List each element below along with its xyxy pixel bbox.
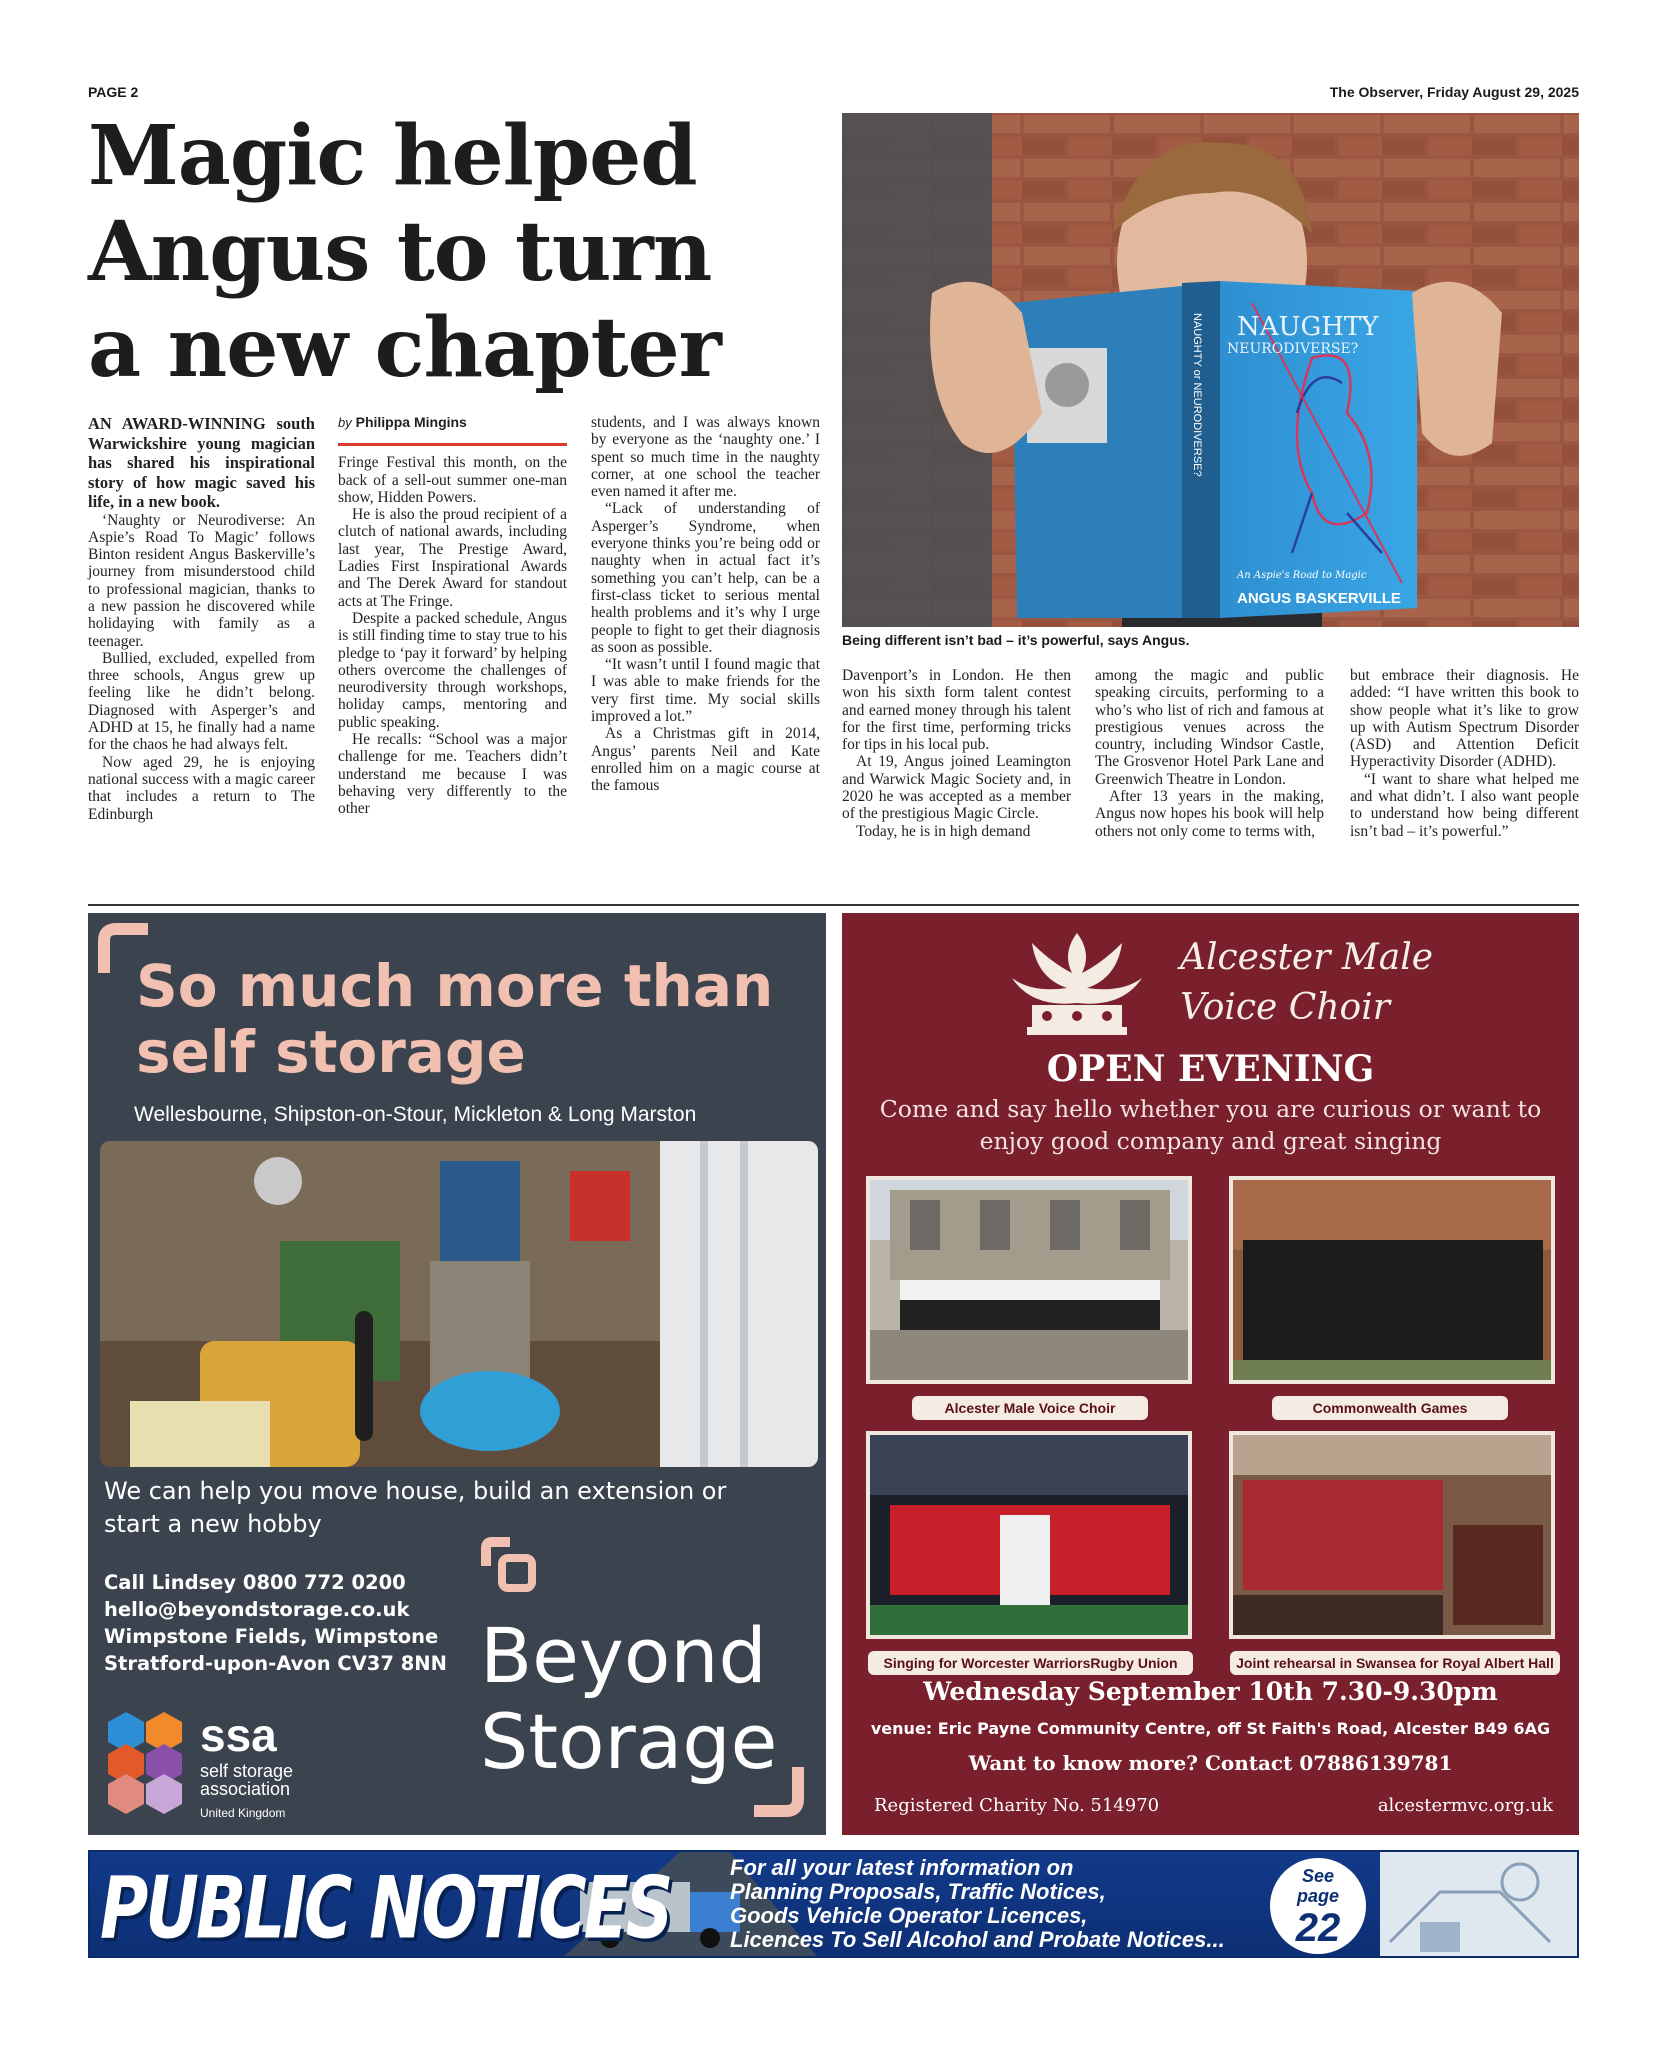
byline-author: Philippa Mingins [355, 414, 467, 430]
choir-title-line: Voice Choir [1180, 987, 1390, 1028]
headline-line: Magic helped [88, 108, 697, 204]
choir-advert[interactable] [842, 913, 1579, 1835]
ssa-subtitle-line: association [200, 1779, 291, 1799]
charity-number: Registered Charity No. 514970 [874, 1795, 1160, 1816]
contact-phone[interactable]: Want to know more? Contact 07886139781 [968, 1751, 1453, 1775]
see-page-badge[interactable] [1270, 1858, 1366, 1954]
paragraph: ‘Naughty or Neurodiverse: An Aspie’s Road To Magic’ follows Binton resident Angus Baskerville’s journey from misunderstood child to professional magician, thanks to a new passion he discovered while holidaying with family as a teenager. [88, 511, 315, 650]
headline-line: a new chapter [88, 300, 721, 396]
choir-title [1180, 933, 1433, 1033]
phone-number[interactable]: Call Lindsey 0800 772 0200 [104, 1571, 406, 1594]
notices-line: For all your latest information on [730, 1855, 1074, 1880]
email-address[interactable]: hello@beyondstorage.co.uk [104, 1598, 410, 1621]
swansea-rehearsal-image [1233, 1435, 1551, 1635]
section-divider [88, 904, 1579, 906]
rugby-singing-image [870, 1435, 1188, 1635]
choir-photo [1229, 1176, 1555, 1384]
photo-label: Singing for Worcester WarriorsRugby Union [868, 1651, 1193, 1675]
choir-steps-image [870, 1180, 1188, 1380]
masthead-date: The Observer, Friday August 29, 2025 [1329, 84, 1579, 100]
choir-title-line: Alcester Male [1180, 937, 1434, 978]
svg-text:NEURODIVERSE?: NEURODIVERSE? [1227, 341, 1359, 357]
article-column-5 [1095, 667, 1324, 840]
svg-text:An Aspie's Road to Magic: An Aspie's Road to Magic [1237, 570, 1367, 581]
corner-bracket-icon [746, 1759, 806, 1819]
invitation-line: Come and say hello whether you are curious or want to [879, 1095, 1542, 1123]
badge-page-word: page [1296, 1886, 1339, 1906]
storage-room-illustration [100, 1141, 818, 1467]
choir-photo [866, 1431, 1192, 1639]
notices-line: Planning Proposals, Traffic Notices, [730, 1879, 1106, 1904]
public-notices-title: PUBLIC NOTICES [100, 1858, 671, 1958]
byline [338, 414, 567, 446]
paragraph: He is also the proud recipient of a clutch of national awards, including last year, The Prestige Award, Ladies First Inspirational Awards and The Derek Award for standout acts at The Fringe. [338, 506, 567, 610]
storage-tagline [104, 1475, 794, 1541]
article-column-6 [1350, 667, 1579, 840]
paragraph: among the magic and public speaking circuits, performing to a who’s who list of rich and famous at prestigious venues across the country, including Windsor Castle, The Grosvenor Hotel Park Lane and Greenwich Theatre in London. [1095, 667, 1324, 788]
ssa-hexagon-icon [104, 1708, 194, 1818]
brand-line: Beyond [480, 1611, 767, 1700]
beyond-storage-advert[interactable] [88, 913, 826, 1835]
tagline-line: We can help you move house, build an extension or [104, 1477, 727, 1505]
paragraph: Today, he is in high demand [856, 822, 1031, 840]
logo-bracket-icon [480, 1536, 540, 1596]
storage-headline [136, 953, 796, 1085]
headline-line: self storage [136, 1018, 526, 1086]
paragraph: At 19, Angus joined Leamington and Warwick Magic Society and, in 2020 he was accepted as a member of the prestigious Magic Circle. [842, 753, 1071, 823]
paragraph: Now aged 29, he is enjoying national success with a magic career that includes a return to The Edinburgh [88, 753, 315, 823]
storage-contact-block [104, 1569, 447, 1677]
article-headline [88, 108, 828, 396]
paragraph: “I want to share what helped me and what didn’t. I also want people to understand how being different isn’t bad – it’s powerful.” [1350, 770, 1579, 840]
choir-invitation [872, 1093, 1549, 1157]
ssa-subtitle [200, 1762, 293, 1798]
paragraph: He recalls: “School was a major challenge for me. Teachers didn’t understand me because I was behaving very differently to the other [338, 731, 567, 818]
paragraph: students, and I was always known by everyone as the ‘naughty one.’ I spent so much time in the naughty corner, at one school the teacher even named it after me. [591, 414, 820, 501]
choir-website[interactable]: alcestermvc.org.uk [1377, 1795, 1553, 1816]
address-line: Stratford-upon-Avon CV37 8NN [104, 1652, 447, 1675]
brand-line: Storage [480, 1697, 778, 1786]
headline-line: Angus to turn [88, 204, 712, 300]
ssa-subtitle-line: self storage [200, 1761, 294, 1781]
tagline-line: start a new hobby [104, 1510, 322, 1538]
address-line: Wimpstone Fields, Wimpstone [104, 1625, 439, 1648]
storage-locations: Wellesbourne, Shipston-on-Stour, Mickleton & Long Marston [134, 1103, 697, 1126]
event-venue: venue: Eric Payne Community Centre, off St Faith's Road, Alcester B49 6AG [870, 1719, 1551, 1738]
paragraph: “Lack of understanding of Asperger’s Syndrome, when everyone thinks you’re being odd or naughty when in actual fact it’s something you can’t help, can be a first-class ticket to serious mental health problems and it’s why I urge people to fight to get their diagnosis as soon as possible. [591, 500, 820, 656]
svg-text:ANGUS BASKERVILLE: ANGUS BASKERVILLE [1237, 590, 1401, 607]
paragraph: Bullied, excluded, expelled from three schools, Angus grew up feeling like he didn’t belong. Diagnosed with Asperger’s and ADHD at 15, he finally had a name for the chaos he had always felt. [88, 649, 315, 754]
byline-prefix: by [338, 415, 352, 430]
choir-photo [1229, 1431, 1555, 1639]
paragraph: After 13 years in the making, Angus now hopes his book will help others not only come to terms with, [1095, 788, 1324, 840]
storage-room-image [100, 1141, 818, 1467]
paragraph: but embrace their diagnosis. He added: “I have written this book to show people what it’s like to grow up with Autism Spectrum Disorder (ASD) and Attention Deficit Hyperactivity Disorder (ADHD). [1350, 667, 1579, 771]
ssa-name: ssa [200, 1709, 277, 1761]
choir-photo [866, 1176, 1192, 1384]
paragraph: As a Christmas gift in 2014, Angus’ parents Neil and Kate enrolled him on a magic course at the famous [591, 725, 820, 795]
commonwealth-games-image [1233, 1180, 1551, 1380]
badge-see: See [1301, 1866, 1335, 1886]
paragraph: Fringe Festival this month, on the back of a sell-out summer one-man show, Hidden Powers. [338, 454, 567, 506]
beyond-storage-logo [480, 1613, 777, 1785]
article-column-3 [591, 414, 820, 795]
invitation-line: enjoy good company and great singing [979, 1127, 1442, 1155]
paragraph: Davenport’s in London. He then won his sixth form talent contest and earned money through his talent for the first time, performing tricks for tips in his local pub. [842, 667, 1071, 754]
article-column-2 [338, 414, 567, 818]
article-intro: AN AWARD-WINNING south Warwickshire young magician has shared his inspirational story of how magic saved his life, in a new book. [88, 414, 315, 511]
article-column-1 [88, 414, 315, 823]
photo-label: Joint rehearsal in Swansea for Royal Albert Hall [1230, 1651, 1560, 1675]
article-photo [842, 113, 1579, 627]
ssa-logo [104, 1708, 364, 1818]
page-header [88, 84, 1579, 104]
photo-caption: Being different isn’t bad – it’s powerful, says Angus. [842, 632, 1190, 648]
blueprint-icon [1380, 1852, 1579, 1958]
svg-text:NAUGHTY: NAUGHTY [1237, 312, 1379, 342]
open-evening-heading: OPEN EVENING [1046, 1048, 1375, 1090]
photo-label: Commonwealth Games [1272, 1396, 1508, 1420]
badge-page-number: 22 [1295, 1906, 1341, 1950]
ssa-country: United Kingdom [200, 1806, 286, 1820]
headline-line: So much more than [136, 952, 774, 1020]
notices-line: Licences To Sell Alcohol and Probate Notices... [730, 1927, 1225, 1952]
phoenix-crown-icon [992, 923, 1162, 1043]
public-notices-banner[interactable] [88, 1850, 1579, 1958]
photo-label: Alcester Male Voice Choir [912, 1396, 1148, 1420]
paragraph: “It wasn’t until I found magic that I was able to make friends for the very first time. My social skills improved a lot.” [591, 656, 820, 726]
svg-text:NAUGHTY or NEURODIVERSE?: NAUGHTY or NEURODIVERSE? [1191, 313, 1203, 477]
page-number: PAGE 2 [88, 84, 139, 100]
notices-line: Goods Vehicle Operator Licences, [730, 1903, 1088, 1928]
article-column-4 [842, 667, 1071, 840]
man-holding-book-image [842, 113, 1579, 627]
event-date-time: Wednesday September 10th 7.30-9.30pm [923, 1677, 1498, 1706]
notices-description [730, 1856, 1225, 1952]
paragraph: Despite a packed schedule, Angus is still finding time to stay true to his pledge to ‘pay it forward’ by helping others overcome the challenges of neurodiversity through workshops, holiday camps, mentoring and public speaking. [338, 609, 567, 731]
